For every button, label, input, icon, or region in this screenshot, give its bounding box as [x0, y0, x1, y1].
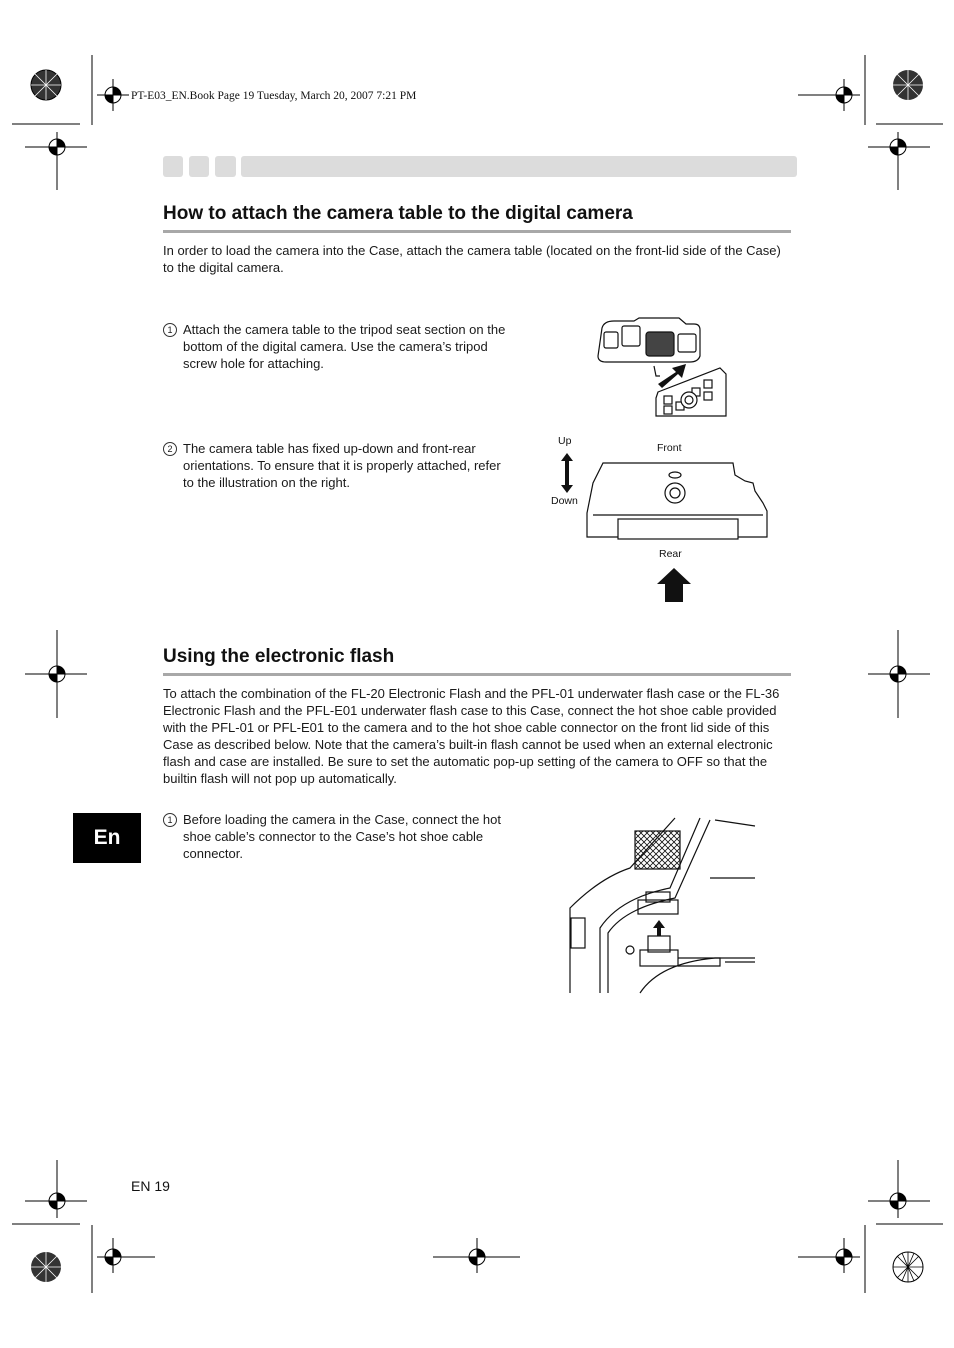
step-text: Attach the camera table to the tripod seat section on the bottom of the digital camera. Use the camera’s tripod screw hole for attaching.	[183, 322, 506, 371]
step-number: 1	[163, 813, 177, 827]
print-header: PT-E03_EN.Book Page 19 Tuesday, March 20, 2007 7:21 PM	[131, 90, 417, 102]
label-front: Front	[657, 442, 682, 454]
step-item	[163, 440, 508, 491]
step-item	[163, 811, 508, 862]
camera-table-orientation-illustration	[583, 455, 773, 545]
section-rule	[163, 230, 791, 233]
up-down-arrow-icon	[560, 453, 574, 493]
section-title-camera-table: How to attach the camera table to the digital camera	[163, 203, 633, 224]
section-title-electronic-flash: Using the electronic flash	[163, 646, 395, 667]
step-number: 1	[163, 323, 177, 337]
step-item	[163, 321, 508, 372]
label-rear: Rear	[659, 548, 682, 560]
page-number: EN 19	[131, 1178, 170, 1194]
language-tab: En	[73, 813, 141, 863]
section-intro: In order to load the camera into the Case, attach the camera table (located on the front-lid side of the Case) to the digital camera.	[163, 243, 781, 275]
arrow-up-icon	[657, 568, 691, 602]
section-intro: To attach the combination of the FL-20 Electronic Flash and the PFL-01 underwater flash case or the FL-36 Electronic Flash and the PFL-E01 underwater flash case to this Case, connect the hot shoe cable provided with the PFL-01 or PFL-E01 to the camera and to the hot shoe cable connector on the front lid side of this Case as described below. Note that the camera’s built-in flash cannot be used when an external electronic flash and case are installed. Be sure to set the automatic pop-up setting of the camera to OFF so that the builtin flash will not pop up automatically.	[163, 686, 780, 786]
header-block-2	[189, 156, 209, 177]
header-block-3	[215, 156, 236, 177]
hot-shoe-connection-illustration	[560, 818, 760, 993]
section-rule	[163, 673, 791, 676]
step-text: The camera table has fixed up-down and front-rear orientations. To ensure that it is properly attached, refer to the illustration on the right.	[183, 441, 501, 490]
label-down: Down	[551, 495, 578, 507]
camera-table-attach-illustration	[594, 318, 734, 418]
step-number: 2	[163, 442, 177, 456]
label-up: Up	[558, 435, 572, 447]
step-text: Before loading the camera in the Case, connect the hot shoe cable’s connector to the Case’s hot shoe cable connector.	[183, 812, 501, 861]
header-block-1	[163, 156, 183, 177]
header-bar	[241, 156, 797, 177]
